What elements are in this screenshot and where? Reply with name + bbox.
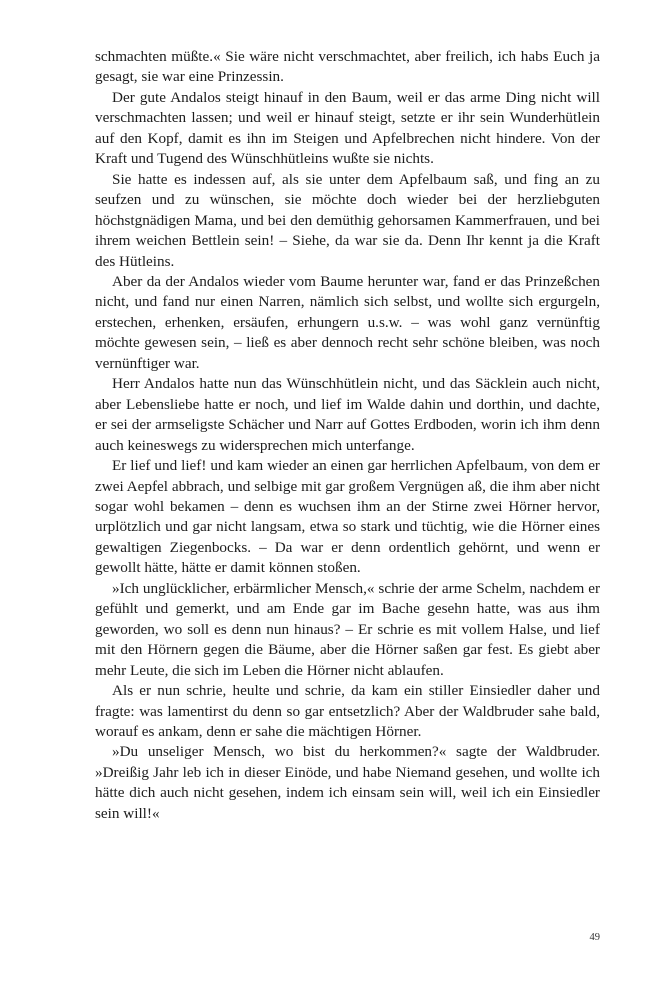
paragraph: Aber da der Andalos wieder vom Baume herunter war, fand er das Prinzeßchen nicht, und fand nur einen Narren, nämlich sich selbst, und wollte sich ergurgeln, erstechen, erhenken, ersäufen, erhungern u.s.w. – was wohl ganz vernünftig möchte gewesen sein, – ließ es aber dennoch recht sehr schöne bleiben, was noch vernünftiger war. xyxy=(95,272,600,372)
paragraph: »Du unseliger Mensch, wo bist du herkommen?« sagte der Waldbruder. »Dreißig Jahr leb ich in dieser Einöde, und habe Niemand gesehen, und wollte ich hätte dich auch nicht gesehen, indem ich einsam sein will, weil ich ein Einsiedler sein will!« xyxy=(95,743,600,822)
paragraph: »Ich unglücklicher, erbärmlicher Mensch,« schrie der arme Schelm, nachdem er gefühlt und gemerkt, und am Ende gar im Bache gesehn hatte, was aus ihm geworden, wo soll es denn nun hinaus? – Er schrie es mit vollem Halse, und lief mit den Hörnern gegen die Bäume, aber die Hörner saßen gar fest. Es giebt aber mehr Leute, die sich im Leben die Hörner nicht ablaufen. xyxy=(95,579,600,679)
paragraph: Herr Andalos hatte nun das Wünschhütlein nicht, und das Säcklein auch nicht, aber Lebensliebe hatte er noch, und lief im Walde dahin und dorthin, und dachte, er sei der armseligste Schächer und Narr auf Gottes Erdboden, worin ich ihm denn auch keineswegs zu widersprechen mich unterfange. xyxy=(95,375,600,454)
paragraph: Er lief und lief! und kam wieder an einen gar herrlichen Apfelbaum, von dem er zwei Aepfel abbrach, und selbige mit gar großem Vergnügen aß, die ihm aber nicht sogar wohl bekamen – denn es wuchsen ihm an der Stirne zwei Hörner hervor, urplötzlich und gar nicht langsam, etwa so stark und tüchtig, wie die Hörner eines gewaltigen Ziegenbocks. – Da war er denn ordentlich gehörnt, und wenn er gewollt hätte, hätte er damit können stoßen. xyxy=(95,457,600,577)
paragraph-continuation: schmachten müßte.« Sie wäre nicht verschmachtet, aber freilich, ich habs Euch ja gesagt, sie war eine Prinzessin. xyxy=(95,48,600,86)
page-number: 49 xyxy=(589,932,600,943)
paragraph: Der gute Andalos steigt hinauf in den Baum, weil er das arme Ding nicht will verschmachten lassen; und weil er hinauf steigt, setzte er ihr sein Wunderhütlein auf den Kopf, damit es ihn im Steigen und Apfelbrechen nicht hindere. Von der Kraft und Tugend des Wünschhütleins wußte sie nichts. xyxy=(95,88,600,168)
body-text xyxy=(95,47,600,824)
paragraph: Als er nun schrie, heulte und schrie, da kam ein stiller Einsiedler daher und fragte: was lamentirst du denn so gar entsetzlich? Aber der Waldbruder sahe bald, worauf es ankam, denn er sahe die mächtigen Hörner. xyxy=(95,682,600,740)
paragraph: Sie hatte es indessen auf, als sie unter dem Apfelbaum saß, und fing an zu seufzen und zu wünschen, sie möchte doch wieder bei der herzliebguten höchstgnädigen Mama, und bei den demüthig gehorsamen Kammerfrauen, und bei ihrem weichen Bettlein sein! – Siehe, da war sie da. Denn Ihr kennt ja die Kraft des Hütleins. xyxy=(95,170,600,270)
